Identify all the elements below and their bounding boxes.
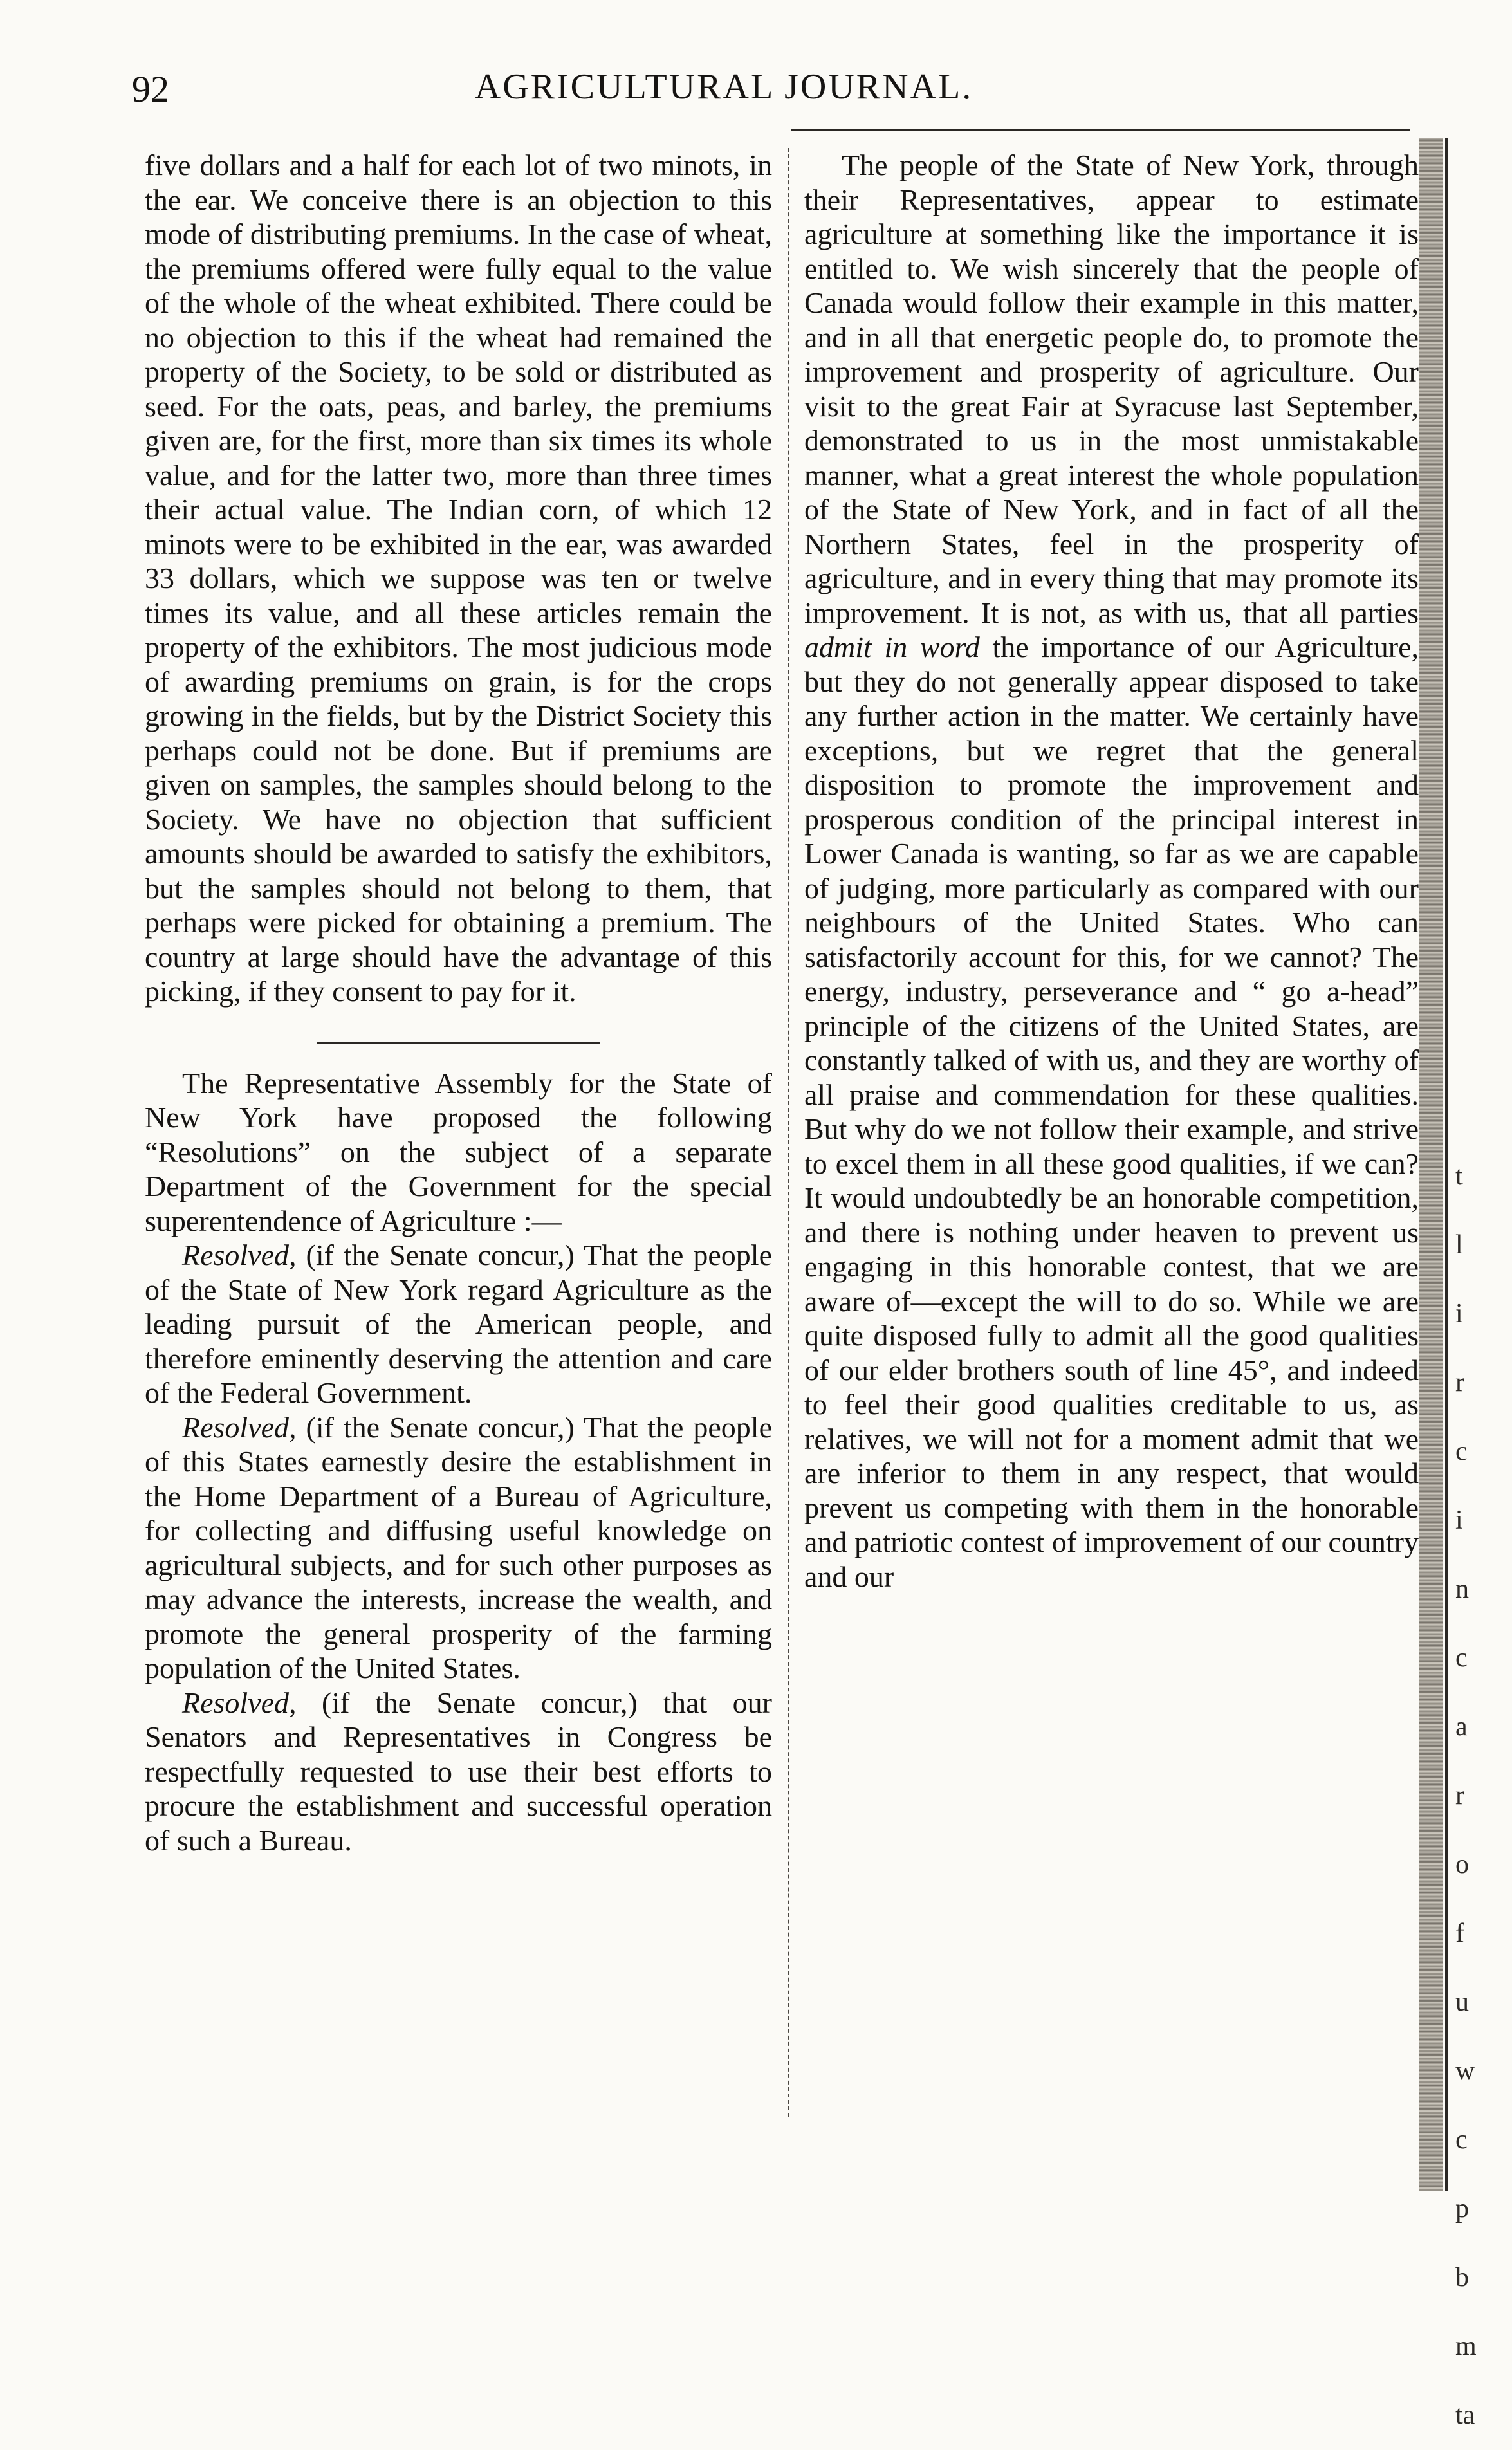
running-head: AGRICULTURAL JOURNAL. xyxy=(474,67,973,107)
right-column xyxy=(804,148,1419,1594)
bleed-letter: o xyxy=(1455,1850,1469,1879)
resolution-text: (if the Senate concur,) that our Senators and Representatives in Congress be respectfully requested to use their best efforts to procure the establishment and successful operation of such a Bureau. xyxy=(145,1686,772,1857)
bleed-letter: c xyxy=(1455,1643,1468,1673)
resolved-label: Resolved, xyxy=(182,1410,297,1444)
resolved-label: Resolved, xyxy=(182,1686,297,1719)
left-paragraph-continued: five dollars and a half for each lot of two minots, in the ear. We conceive there is an objection to this mode of distributing premiums. In the case of wheat, the premiums offered were fully equal to the value of the whole of the wheat exhibited. There could be no objection to this if the wheat had remained the property of the Society, to be sold or distributed as seed. For the oats, peas, and barley, the premiums given are, for the first, more than six times its whole value, and for the latter two, more than three times their actual value. The Indian corn, of which 12 minots were to be exhibited in the ear, was awarded 33 dollars, which we suppose was ten or twelve times its value, and all these articles remain the property of the exhibitors. The most judicious mode of awarding premiums on grain, is for the crops growing in the fields, but by the District Society this perhaps could not be done. But if premiums are given on samples, the samples should belong to the Society. We have no objection that sufficient amounts should be awarded to satisfy the exhibitors, but the samples should not belong to them, that perhaps were picked for obtaining a premium. The country at large should have the advantage of this picking, if they consent to pay for it. xyxy=(145,149,772,1008)
right-text-part1: The people of the State of New York, through their Representatives, appear to estimate agriculture at something like the importance it is entitled to. We wish sincerely that the people of Canada would follow their example in this matter, and in all that energetic people do, to promote the improvement and prosperity of agriculture. Our visit to the great Fair at Syracuse last September, demonstrated to us in the most unmistakable manner, what a great interest the whole population of the State of New York, and in fact of all the Northern States, feel in the prosperity of agriculture, and in every thing that may promote its improvement. It is not, as with us, that all parties xyxy=(804,149,1419,629)
bleed-letter: c xyxy=(1455,2125,1468,2155)
bleed-letter: f xyxy=(1455,1919,1464,1948)
bleed-letter: p xyxy=(1455,2194,1469,2224)
bleed-letter: u xyxy=(1455,1987,1469,2017)
left-paragraph-assembly: The Representative Assembly for the State of New York have proposed the following “Resolutions” on the subject of a separate Department of the Government for the special superentendence of Agriculture :— xyxy=(145,1066,772,1237)
right-text-part2: the importance of our Agriculture, but they do not generally appear disposed to take any further action in the matter. We certainly have exceptions, but we regret that the general disposition to promote the improvement and prosperous condition of the principal interest in Lower Canada is wanting, so far as we are capable of judging, more particularly as compared with our neighbours of the United States. Who can satisfactorily account for this, for we cannot? The energy, industry, perseverance and “ go a-head” principle of the citizens of the United States, are constantly talked of with us, and they are worthy of all praise and commendation for these qualities. But why do we not follow their example, and strive to excel them in all these good qualities, if we can? It would undoubtedly be an honorable competition, and there is nothing under heaven to prevent us engaging in this honorable contest, that we are aware of—except the will to do so. While we are quite disposed fully to admit all the good qualities of our elder brothers south of line 45°, and indeed to feel their good qualities creditable to us, as relatives, we will not for a moment admit that we are inferior to them in any respect, that would prevent us competing with them in the honorable and patriotic contest of improvement of our country and our xyxy=(804,631,1419,1593)
bleed-letter: m xyxy=(1455,2332,1477,2361)
bleed-letter: a xyxy=(1455,1712,1468,1742)
left-column xyxy=(145,148,772,1857)
binding-spine-shadow xyxy=(1419,138,1443,2191)
bleed-letter: c xyxy=(1455,1437,1468,1466)
bleed-letter: w xyxy=(1455,2056,1475,2086)
resolution-3 xyxy=(145,1686,772,1858)
resolution-text: (if the Senate concur,) That the people of this States earnestly desire the establishment in the Home Department of a Bureau of Agriculture, for collecting and diffusing useful knowledge on agricultural subjects, and for such other purposes as may advance the interests, increase the wealth, and promote the general prosperity of the farming population of the United States. xyxy=(145,1410,772,1684)
bleed-letter: r xyxy=(1455,1368,1464,1397)
bleed-letter: ta xyxy=(1455,2400,1475,2430)
resolution-2 xyxy=(145,1410,772,1686)
facing-page-bleed xyxy=(1455,1142,1507,2450)
resolution-1 xyxy=(145,1238,772,1410)
bleed-letter: i xyxy=(1455,1506,1463,1535)
resolution-text: (if the Senate concur,) That the people of the State of New York regard Agriculture as the leading pursuit of the American people, and therefore eminently deserving the attention and care of the Federal Government. xyxy=(145,1239,772,1409)
binding-spine-edge xyxy=(1445,138,1448,2191)
bleed-letter: t xyxy=(1455,1161,1463,1191)
bleed-letter: l xyxy=(1455,1230,1463,1260)
column-rule xyxy=(788,148,789,2117)
bleed-letter: i xyxy=(1455,1299,1463,1329)
bleed-letter: n xyxy=(1455,1574,1469,1604)
section-separator xyxy=(317,1042,600,1044)
bleed-letter: b xyxy=(1455,2263,1469,2292)
right-paragraph xyxy=(804,148,1419,1594)
bleed-letter: r xyxy=(1455,1781,1464,1810)
page-number: 92 xyxy=(132,68,169,110)
right-italic-phrase: admit in word xyxy=(804,631,980,663)
header-rule xyxy=(791,129,1410,131)
resolved-label: Resolved, xyxy=(182,1239,297,1271)
